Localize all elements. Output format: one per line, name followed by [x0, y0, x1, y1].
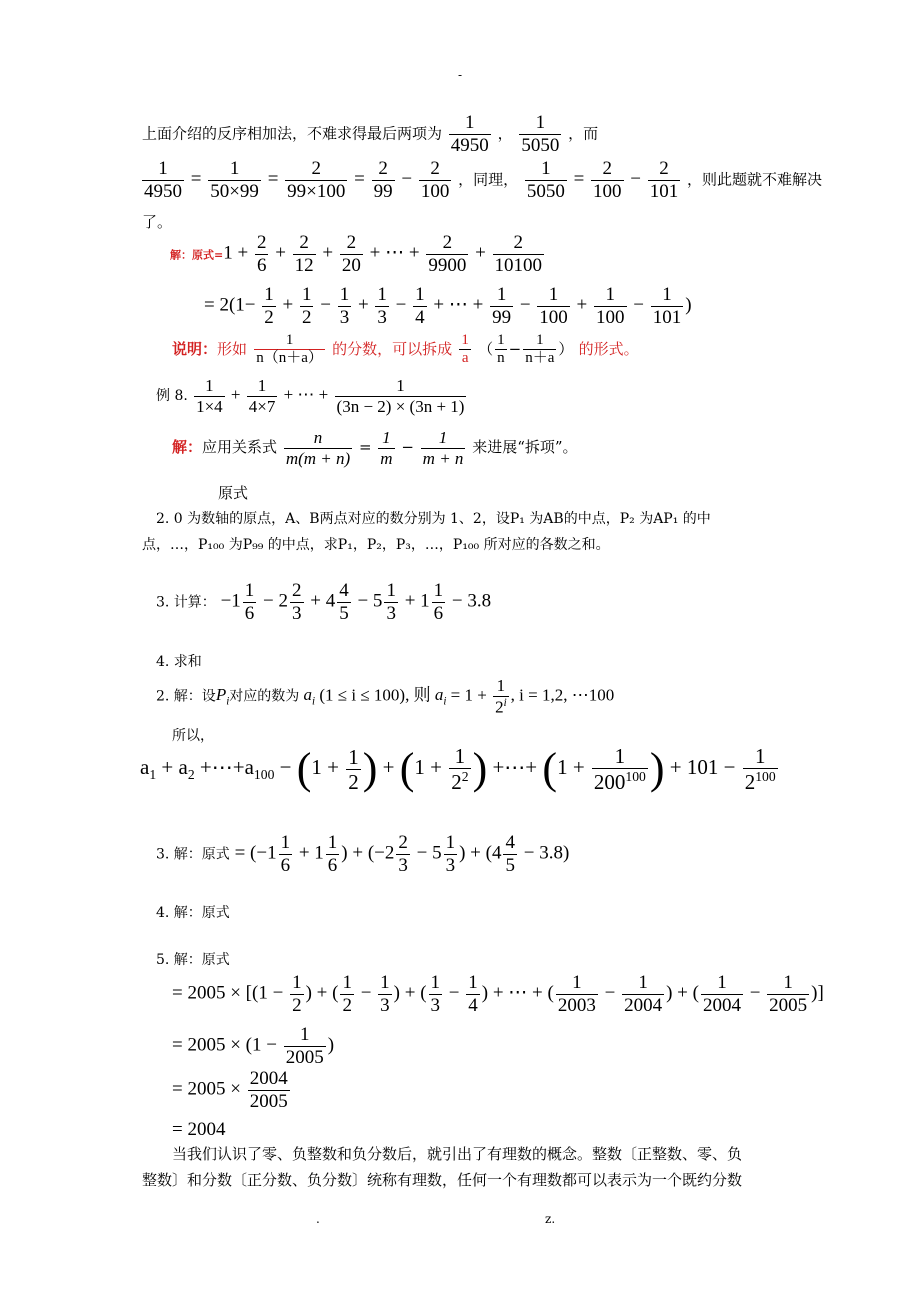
note-label: 说明：	[172, 339, 218, 358]
solution-2-sum: $a_1 + a_2$ $+\cdots+a_{100} - (1$ + $\frac{1}{2}$ ) + (1 + $\frac{1}{2^2}$ ) +⋯+ (1 + $\frac{1}{200^{100}}$ ) + 101 − $\frac{1}{2^{100}}$	[140, 744, 776, 795]
solution-5-line-4: = 2004	[172, 1119, 226, 1140]
solution-2-line: 2. 解：设$P_i$对应的数为 $a_i$ (1 ≤ i ≤ 100), 则 $a_i = 1$ + $\frac{1}{2^i}$ , i = 1,2, ⋯100	[156, 676, 615, 717]
solution-1-line-1: 解：原式=1 + $\frac{2}{6}$ + $\frac{2}{12}$ + $\frac{2}{20}$ + ⋯ + $\frac{2}{9900}$ + $\frac{2}{10100}$	[170, 232, 543, 276]
solution-5-line-1: = 2005 × [(1 − $\frac{1}{2}$ ) + ( $\frac{1}{2}$ − $\frac{1}{3}$ ) + ( $\frac{1}{3}$ − $\frac{1}{4}$ ) + ⋯ + ( $\frac{1}{2003}$ − $\frac{1}{2004}$ ) + ( $\frac{1}{2004}$ − $\frac{1}{2005}$ )]	[172, 972, 824, 1016]
solution-4: 4. 解：原式	[156, 905, 230, 921]
solution-5-line-3: = 2005 × $\frac{2004}{2005}$	[172, 1068, 288, 1112]
example-8-solution: 解：应用关系式 $\frac{n}{m(m + n)}$ = $\frac{1}{m}$ − $\frac{1}{m + n}$ 来进展“拆项”。	[172, 428, 578, 468]
example-8: 例 8. $\frac{1}{1\times 4}$ + $\frac{1}{4\times 7}$ + ⋯ + $\frac{1}{(3n - 2) \times (3n + 1)}$	[156, 376, 465, 416]
fraction-1-over-4950: $\frac{1}{4950}$	[450, 112, 489, 156]
solution-3: 3. 解：原式 = (−1 $\frac{1}{6}$ + 1 $\frac{1}{6}$ ) + (−2 $\frac{2}{3}$ − 5 $\frac{1}{3}$ ) + (4 $\frac{4}{5}$ − 3.8)	[156, 832, 570, 876]
fraction-1-over-5050: $\frac{1}{5050}$	[521, 112, 560, 156]
intro-text: 上面介绍的反序相加法，不难求得最后两项为	[142, 124, 443, 143]
suoyi-label: 所以，	[172, 728, 214, 744]
footer-right: z.	[545, 1212, 556, 1226]
problem-3: 3. 计算： −1 $\frac{1}{6}$ − 2 $\frac{2}{3}$ + 4 $\frac{4}{5}$ − 5 $\frac{1}{3}$ + 1 $\frac{1}{6}$ − 3.8	[156, 580, 492, 624]
header-mark: -	[458, 68, 463, 82]
problem-2-line-1: 2. 0 为数轴的原点，A、B两点对应的数分别为 1、2，设P₁ 为AB的中点，P₂ 为AP₁ 的中	[156, 511, 711, 527]
problem-4: 4. 求和	[156, 654, 202, 670]
closing-line-1: 当我们认识了零、负整数和负分数后，就引出了有理数的概念。整数〔正整数、零、负	[172, 1145, 743, 1163]
note-line: 说明：形如 $\frac{1}{n(n+a)}$ 的分数，可以拆成 $\frac{1}{a}$ （ $\frac{1}{n}$ − $\frac{1}{n+a}$ ） 的形式。	[172, 332, 639, 367]
footer-left: .	[316, 1212, 320, 1226]
yuanshi-label: 原式	[218, 484, 249, 502]
intro-line-1: 上面介绍的反序相加法，不难求得最后两项为 $\frac{1}{4950}$ ， $\frac{1}{5050}$ ，而	[142, 112, 599, 156]
closing-line-2: 整数〕和分数〔正分数、负分数〕统称有理数，任何一个有理数都可以表示为一个既约分数	[142, 1171, 743, 1189]
solution-5-label: 5. 解：原式	[156, 952, 230, 968]
solution-1-line-2: = 2(1− $\frac{1}{2}$ + $\frac{1}{2}$ − $\frac{1}{3}$ + $\frac{1}{3}$ − $\frac{1}{4}$ + ⋯ + $\frac{1}{99}$ − $\frac{1}{100}$ + $\frac{1}{100}$ − $\frac{1}{101}$ )	[204, 284, 692, 328]
problem-2-line-2: 点，…，P₁₀₀ 为P₉₉ 的中点，求P₁，P₂，P₃，…，P₁₀₀ 所对应的各数之和。	[142, 537, 610, 553]
intro-line-3: 了。	[142, 213, 173, 231]
intro-equation: $\frac{1}{4950}$ = $\frac{1}{50\times 99}$ = $\frac{2}{99\times 100}$ = $\frac{2}{99}$ − $\frac{2}{100}$ ，同理， $\frac{1}{5050}$ = $\frac{2}{100}$ − $\frac{2}{101}$ ，则此题就不难解决	[144, 158, 823, 202]
solution-5-line-2: = 2005 × (1 − $\frac{1}{2005}$ )	[172, 1024, 335, 1068]
